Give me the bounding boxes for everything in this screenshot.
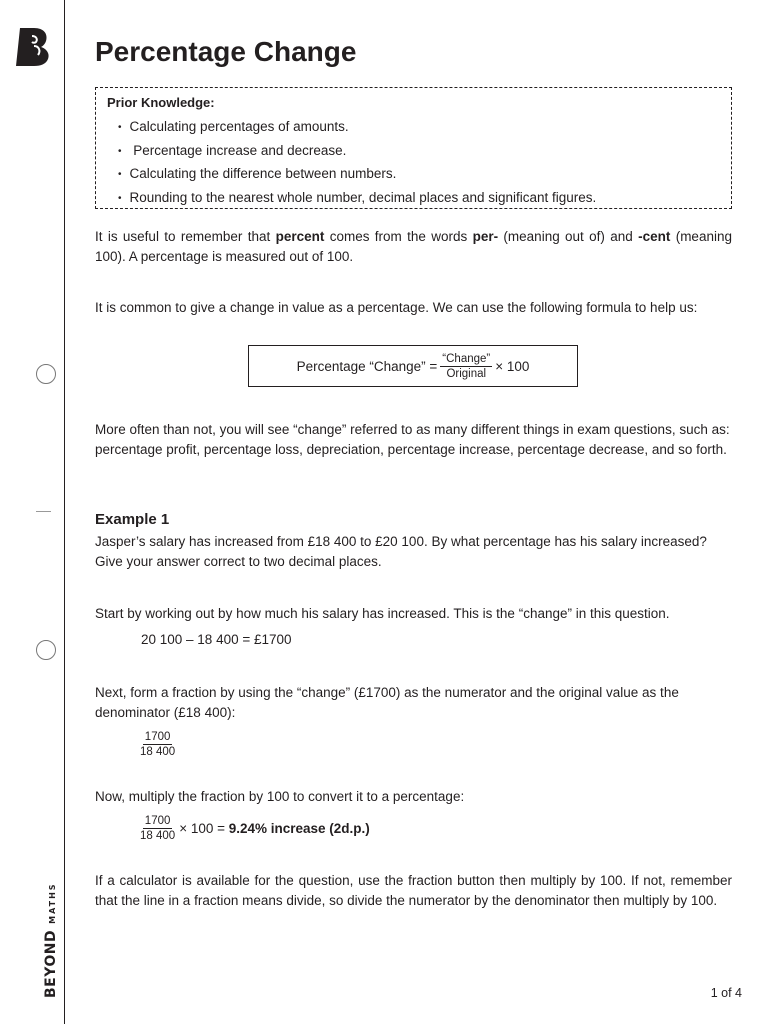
punch-hole-bottom <box>36 640 56 660</box>
brand-logo <box>40 882 59 998</box>
list-item: • Percentage increase and decrease. <box>118 140 596 164</box>
intro-paragraph: It is useful to remember that percent comes from the words per- (meaning out of) and -cent (meaning 100). A percentage is measured out of 100. <box>95 229 732 264</box>
fraction-display <box>140 730 175 759</box>
fraction-denominator: 18 400 <box>140 746 176 758</box>
multiplication-line <box>140 814 370 843</box>
formula-lhs: Percentage “Change” = <box>296 358 438 374</box>
step2-text: Next, form a fraction by using the “change” (£1700) as the numerator and the original value as the denominator (£18 400): <box>95 685 679 720</box>
list-item: • Calculating percentages of amounts. <box>118 116 596 140</box>
step4-text: If a calculator is available for the question, use the fraction button then multiply by 100. If not, remember that the line in a fraction means divide, so divide the numerator by the denominator then multiply by 100. <box>95 873 732 908</box>
formula-intro-paragraph: It is common to give a change in value as a percentage. We can use the following formula to help us: <box>95 300 698 315</box>
prior-knowledge-heading: Prior Knowledge: <box>107 95 215 110</box>
answer-text: 9.24% increase (2d.p.) <box>228 821 370 836</box>
formula-fraction <box>440 352 492 381</box>
fold-mark <box>36 511 51 512</box>
brand-name: BEYOND <box>43 929 59 998</box>
formula-denominator: Original <box>446 367 487 380</box>
fraction-numerator: 1700 <box>144 731 171 743</box>
fraction-denominator: 18 400 <box>140 830 176 842</box>
calc-line: 20 100 – 18 400 = £1700 <box>141 632 292 647</box>
formula-box <box>248 345 578 387</box>
change-synonyms-paragraph: More often than not, you will see “change” referred to as many different things in exam questions, such as: percentage profit, percentage loss, depreciation, percentage increase, percentage decrease, and so forth. <box>95 422 730 457</box>
example-title: Example 1 <box>95 511 170 528</box>
fraction-numerator: 1700 <box>144 815 171 827</box>
margin-line <box>64 0 65 1024</box>
list-item: • Calculating the difference between numbers. <box>118 163 596 187</box>
formula-rhs: × 100 <box>495 358 530 374</box>
punch-hole-top <box>36 364 56 384</box>
page-title: Percentage Change <box>95 36 357 67</box>
prior-knowledge-list <box>118 116 596 210</box>
example-question: Jasper’s salary has increased from £18 400 to £20 100. By what percentage has his salary increased? Give your answer correct to two decimal places. <box>95 534 707 569</box>
prior-knowledge-box <box>95 87 732 209</box>
multiply-text: × 100 = <box>179 821 229 836</box>
formula-numerator: “Change” <box>442 352 491 365</box>
step3-text: Now, multiply the fraction by 100 to convert it to a percentage: <box>95 789 465 804</box>
page-number: 1 of 4 <box>710 986 742 1000</box>
list-item: • Rounding to the nearest whole number, decimal places and significant figures. <box>118 187 596 211</box>
beyond-logo-icon <box>14 26 52 66</box>
step1-text: Start by working out by how much his salary has increased. This is the “change” in this question. <box>95 606 670 621</box>
brand-sub: MATHS <box>48 882 57 924</box>
